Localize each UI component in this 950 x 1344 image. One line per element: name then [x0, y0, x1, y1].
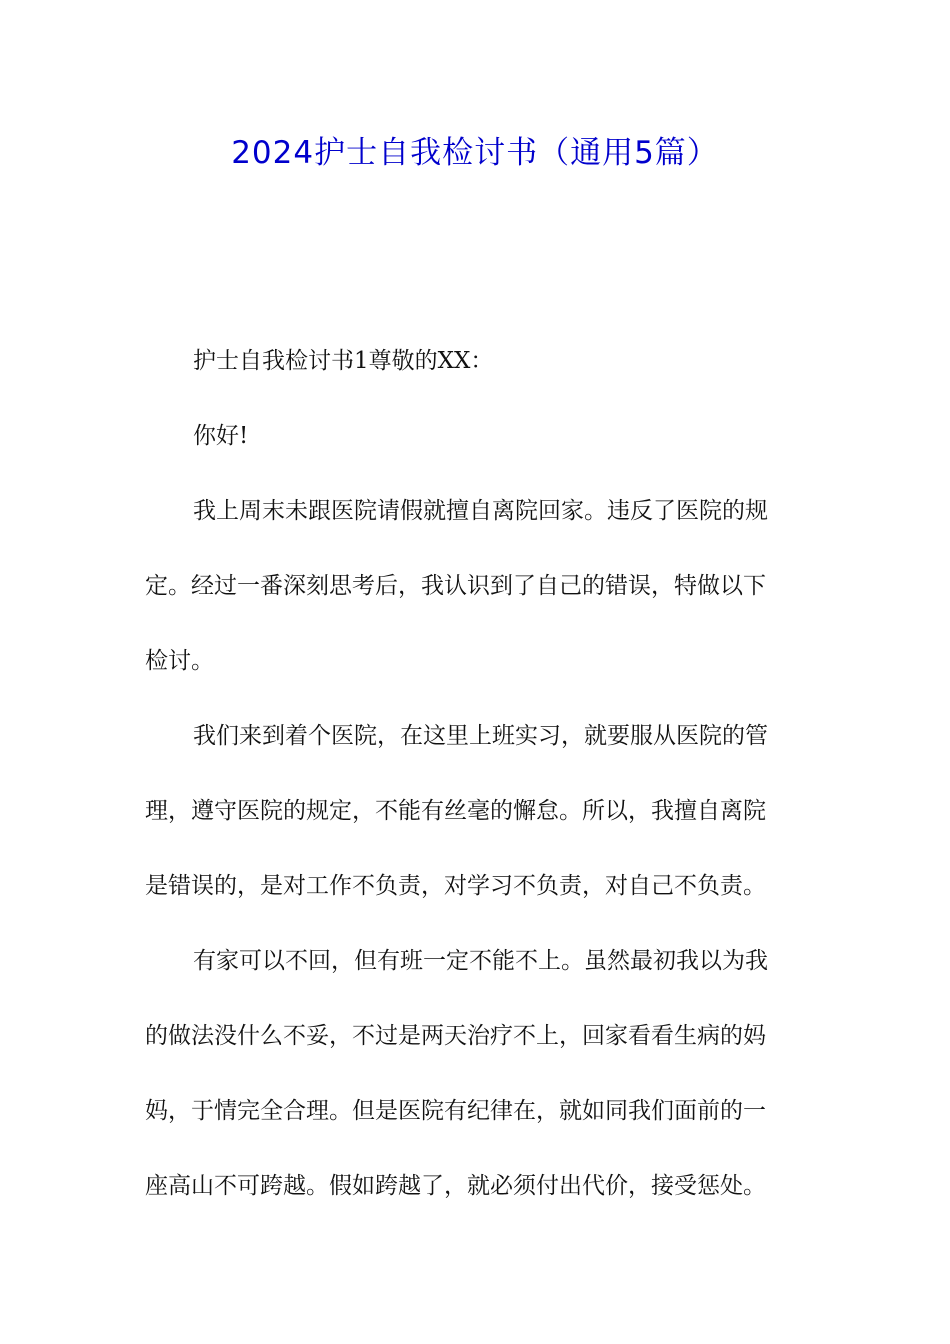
paragraph-line: 有家可以不回，但有班一定不能不上。虽然最初我以为我 — [193, 948, 768, 974]
paragraph-line: 妈，于情完全合理。但是医院有纪律在，就如同我们面前的一 — [145, 1098, 766, 1124]
paragraph-line: 的做法没什么不妥，不过是两天治疗不上，回家看看生病的妈 — [145, 1023, 766, 1049]
paragraph-line: 我们来到着个医院，在这里上班实习，就要服从医院的管 — [193, 723, 768, 749]
document-title: 2024护士自我检讨书（通用5篇） — [231, 135, 719, 171]
paragraph-line: 座高山不可跨越。假如跨越了，就必须付出代价，接受惩处。 — [145, 1173, 766, 1199]
paragraph-line: 是错误的，是对工作不负责，对学习不负责，对自己不负责。 — [145, 873, 766, 899]
paragraph-line: 检讨。 — [145, 648, 214, 674]
paragraph-line: 护士自我检讨书1尊敬的XX： — [193, 348, 494, 374]
document-body — [145, 343, 805, 1243]
paragraph-line: 理，遵守医院的规定，不能有丝毫的懈怠。所以，我擅自离院 — [145, 798, 766, 824]
paragraph-line: 我上周末未跟医院请假就擅自离院回家。违反了医院的规 — [193, 498, 768, 524]
paragraph-line: 你好! — [193, 423, 249, 449]
paragraph-line: 定。经过一番深刻思考后，我认识到了自己的错误，特做以下 — [145, 573, 766, 599]
